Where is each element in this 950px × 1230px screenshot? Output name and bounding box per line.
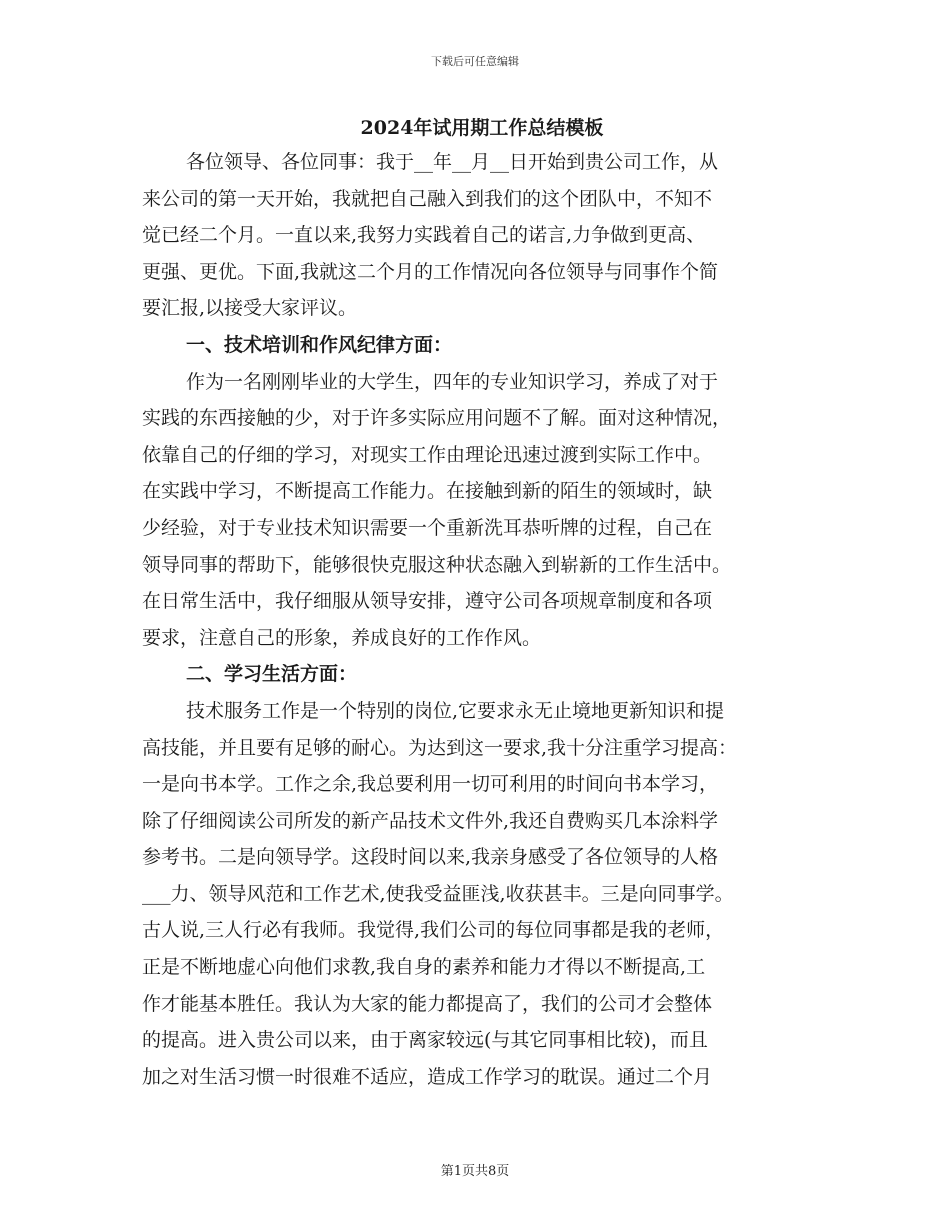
text-line: 更强、更优。下面,我就这二个月的工作情况向各位领导与同事作个简 bbox=[142, 260, 719, 283]
document-title: 2024年试用期工作总结模板 bbox=[360, 117, 604, 139]
section-heading: 二、学习生活方面： bbox=[186, 663, 358, 686]
text-line: 除了仔细阅读公司所发的新产品技术文件外,我还自费购买几本涂料学 bbox=[142, 809, 719, 832]
text-line: 一是向书本学。工作之余,我总要利用一切可利用的时间向书本学习， bbox=[142, 773, 719, 796]
section-heading: 一、技术培训和作风纪律方面： bbox=[186, 333, 453, 356]
text-line: 作为一名刚刚毕业的大学生，四年的专业知识学习，养成了对于 bbox=[186, 370, 719, 393]
text-line: 的提高。进入贵公司以来，由于离家较远(与其它同事相比较)，而且 bbox=[142, 1029, 708, 1052]
paragraph-lines bbox=[142, 144, 822, 1095]
text-line: 要求，注意自己的形象，养成良好的工作作风。 bbox=[142, 626, 542, 649]
text-line: 作才能基本胜任。我认为大家的能力都提高了，我们的公司才会整体 bbox=[142, 992, 713, 1015]
text-line: 实践的东西接触的少，对于许多实际应用问题不了解。面对这种情况， bbox=[142, 407, 732, 430]
text-line: 在日常生活中，我仔细服从领导安排，遵守公司各项规章制度和各项 bbox=[142, 590, 713, 613]
text-line: 来公司的第一天开始，我就把自己融入到我们的这个团队中，不知不 bbox=[142, 187, 713, 210]
text-line: 少经验，对于专业技术知识需要一个重新洗耳恭听牌的过程，自己在 bbox=[142, 516, 713, 539]
text-line: 要汇报,以接受大家评议。 bbox=[142, 297, 358, 320]
text-line: 高技能，并且要有足够的耐心。为达到这一要求,我十分注重学习提高： bbox=[142, 736, 738, 759]
text-line: 参考书。二是向领导学。这段时间以来,我亲身感受了各位领导的人格 bbox=[142, 846, 719, 869]
text-line: ___力、领导风范和工作艺术,使我受益匪浅,收获甚丰。三是向同事学。 bbox=[142, 882, 734, 905]
document-body bbox=[142, 112, 822, 1095]
text-line: 领导同事的帮助下，能够很快克服这种状态融入到崭新的工作生活中。 bbox=[142, 553, 732, 576]
text-line: 各位领导、各位同事：我于__年__月__日开始到贵公司工作，从 bbox=[186, 151, 719, 173]
page-footer: 第1页共8页 bbox=[440, 1164, 510, 1179]
text-line: 技术服务工作是一个特别的岗位,它要求永无止境地更新知识和提 bbox=[186, 699, 725, 722]
text-line: 觉已经二个月。一直以来,我努力实践着自己的诺言,力争做到更高、 bbox=[142, 224, 706, 247]
text-line: 依靠自己的仔细的学习，对现实工作由理论迅速过渡到实际工作中。 bbox=[142, 443, 713, 466]
text-line: 加之对生活习惯一时很难不适应，造成工作学习的耽误。通过二个月 bbox=[142, 1065, 713, 1088]
text-line: 正是不断地虚心向他们求教,我自身的素养和能力才得以不断提高,工 bbox=[142, 956, 706, 979]
text-line: 古人说,三人行必有我师。我觉得,我们公司的每位同事都是我的老师， bbox=[142, 919, 725, 942]
text-line: 在实践中学习，不断提高工作能力。在接触到新的陌生的领域时，缺 bbox=[142, 480, 713, 503]
header-note: 下载后可任意编辑 bbox=[431, 55, 519, 68]
